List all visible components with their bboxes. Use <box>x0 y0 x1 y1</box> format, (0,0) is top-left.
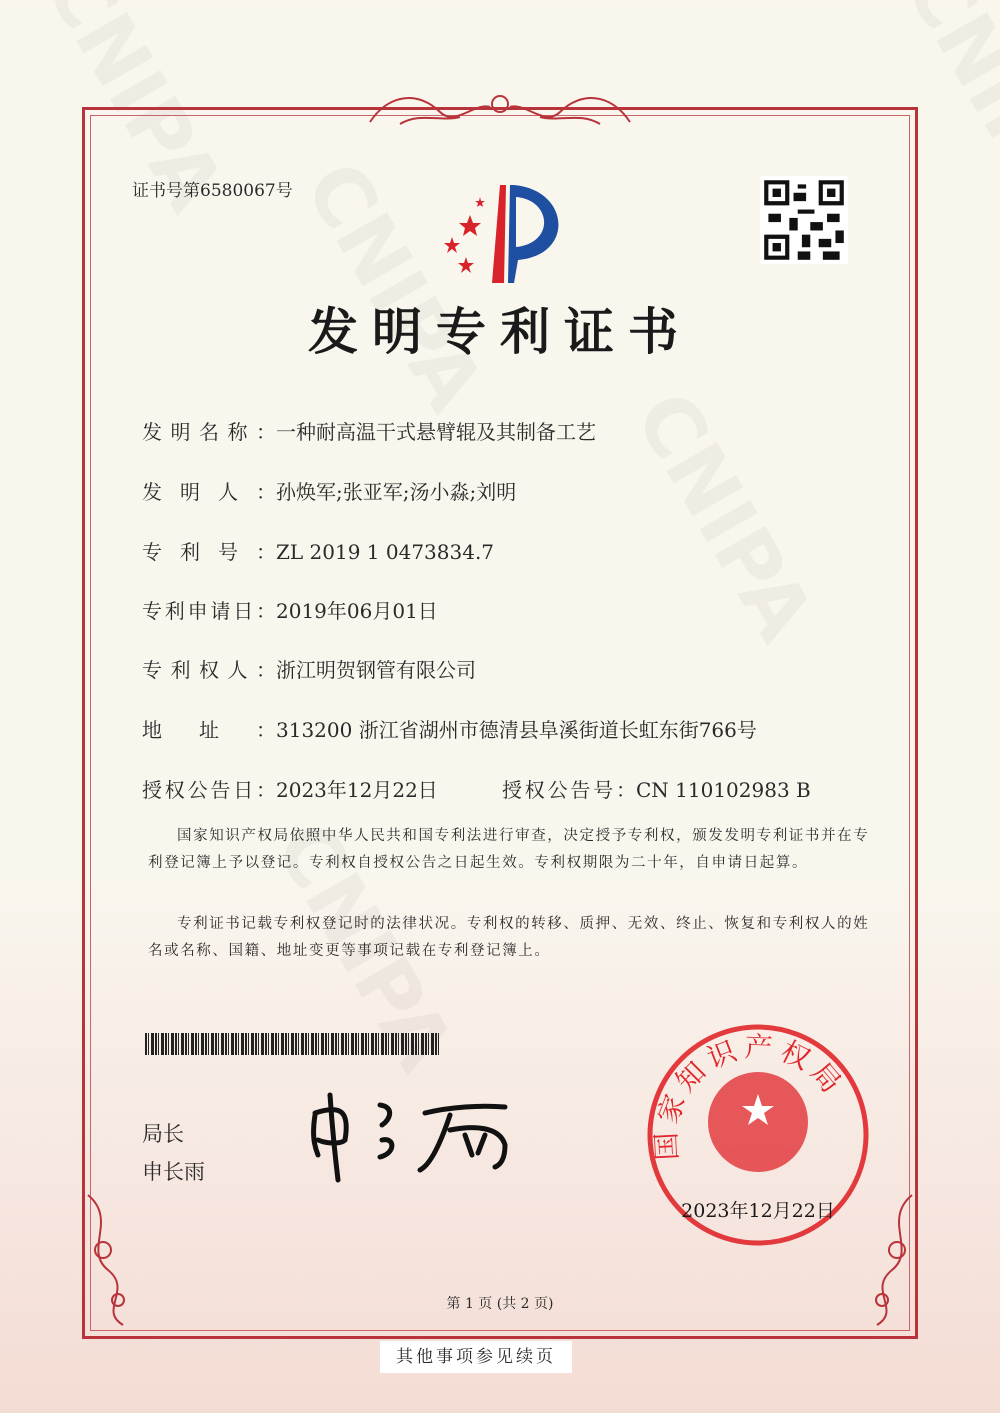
field-value: 2019年06月01日 <box>276 599 438 623</box>
field-value: 2023年12月22日 <box>276 778 438 802</box>
field-value: ZL 2019 1 0473834.7 <box>276 540 495 564</box>
legal-paragraph: 专利证书记载专利权登记时的法律状况。专利权的转移、质押、无效、终止、恢复和专利权人的姓名或名称、国籍、地址变更等事项记载在专利登记簿上。 <box>148 916 870 959</box>
invention-name-field <box>142 416 596 445</box>
field-label: 专利权人： <box>142 658 276 682</box>
inventors-field <box>142 476 516 505</box>
signatory-name: 申长雨 <box>142 1160 205 1184</box>
field-label: 授权公告日： <box>142 778 276 802</box>
application-date-field <box>142 595 438 624</box>
field-value: 313200 浙江省湖州市德清县阜溪街道长虹东街766号 <box>276 718 757 742</box>
field-value: 孙焕军;张亚军;汤小淼;刘明 <box>276 480 517 504</box>
field-label: 授权公告号： <box>502 778 636 802</box>
page-indicator: 第 1 页 (共 2 页) <box>446 1296 554 1312</box>
field-value: 浙江明贺钢管有限公司 <box>276 658 476 682</box>
legal-paragraph: 国家知识产权局依照中华人民共和国专利法进行审查，决定授予专利权，颁发发明专利证书并在专利登记簿上予以登记。专利权自授权公告之日起生效。专利权期限为二十年，自申请日起算。 <box>148 828 870 871</box>
field-value: CN 110102983 B <box>636 778 811 802</box>
ornament-top-icon <box>360 82 640 132</box>
barcode-icon <box>145 1033 441 1055</box>
seal-text: 国家知识产权局 <box>649 1030 852 1162</box>
announcement-number-field <box>502 774 811 803</box>
field-label: 发明人： <box>142 480 276 504</box>
seal-date: 2023年12月22日 <box>681 1200 835 1222</box>
field-value: 一种耐高温干式悬臂辊及其制备工艺 <box>276 420 596 444</box>
qr-code-icon <box>760 176 848 264</box>
page-title: 发明专利证书 <box>308 302 692 361</box>
announcement-date-field <box>142 774 438 803</box>
patentee-field <box>142 654 476 683</box>
continuation-note: 其他事项参见续页 <box>380 1341 572 1373</box>
signature-icon <box>300 1085 530 1185</box>
field-label: 发明名称： <box>142 420 276 444</box>
signatory-title: 局长 <box>142 1122 184 1146</box>
address-field <box>142 714 757 743</box>
certificate-number: 证书号第6580067号 <box>132 181 293 201</box>
cnipa-logo-icon <box>430 175 580 285</box>
patent-number-field <box>142 536 494 565</box>
field-label: 地址： <box>142 718 276 742</box>
field-label: 专利申请日： <box>142 599 276 623</box>
field-label: 专利号： <box>142 540 276 564</box>
official-seal-icon <box>645 1022 871 1248</box>
